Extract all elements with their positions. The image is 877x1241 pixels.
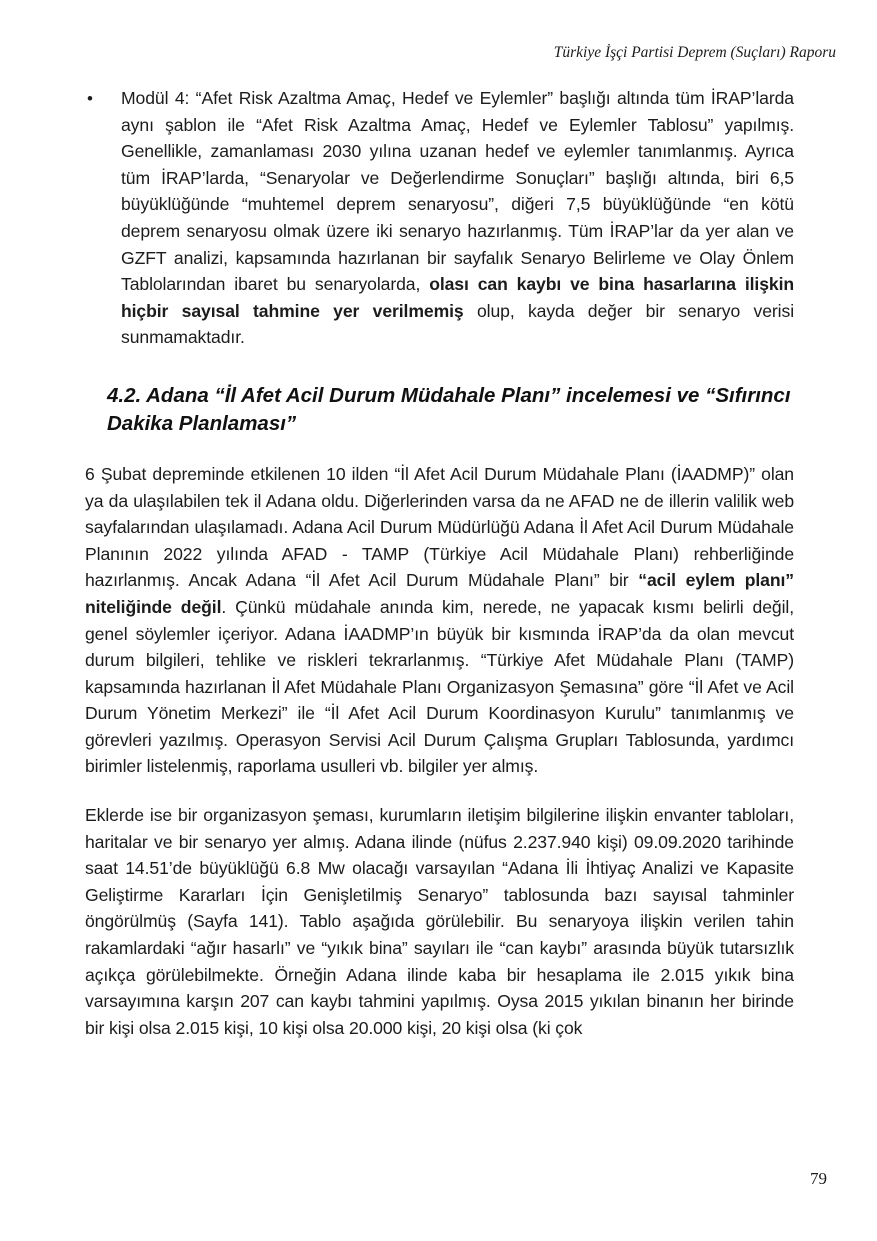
bullet-marker: • bbox=[87, 89, 93, 108]
running-header: Türkiye İşçi Partisi Deprem (Suçları) Raporu bbox=[553, 44, 836, 61]
bullet-text bbox=[121, 85, 794, 351]
text-run-bold: “acil eylem planı” niteliğinde değil bbox=[85, 570, 795, 617]
page-content bbox=[85, 85, 794, 1063]
text-run: Eklerde ise bir organizasyon şeması, kurumların iletişim bilgilerine ilişkin envanter tabloları, haritalar ve bir senaryo yer almış. Adana ilinde (nüfus 2.237.940 kişi) 09.09.2020 tarihinde saat 14.51’de büyüklüğü 6.8 Mw olacağı varsayılan “Adana İli İhtiyaç Analizi ve Kapasite Geliştirme Kararları İçin Genişletilmiş Senaryo” tablosunda bazı sayısal tahminler öngörülmüş (Sayfa 141). Tablo aşağıda görülebilir. Bu senaryoya ilişkin verilen tahin rakamlardaki “ağır hasarlı” ve “yıkık bina” sayıları ile “can kaybı” arasında büyük tutarsızlık açıkça görülebilmekte. Örneğin Adana ilinde kaba bir hesaplama ile 2.015 yıkık bina varsayımına karşın 207 can kaybı tahmini yapılmış. Oysa 2015 yıkılan binanın her birinde bir kişi olsa 2.015 kişi, 10 kişi olsa 20.000 kişi, 20 kişi olsa (ki çok bbox=[85, 805, 794, 1038]
paragraph-1 bbox=[85, 461, 794, 780]
page-number: 79 bbox=[810, 1169, 827, 1188]
text-run-bold: olası can kaybı ve bina hasarlarına ilişkin hiçbir sayısal tahmine yer verilmemiş bbox=[121, 274, 795, 321]
text-run: Modül 4: “Afet Risk Azaltma Amaç, Hedef ve Eylemler” başlığı altında tüm İRAP’larda aynı şablon ile “Afet Risk Azaltma Amaç, Hedef ve Eylemler Tablosu” yapılmış. Genellikle, zamanlaması 2030 yılına uzanan hedef ve eylemler tanımlanmış. Ayrıca tüm İRAP’larda, “Senaryolar ve Değerlendirme Sonuçları” başlığı altında, biri 6,5 büyüklüğünde “muhtemel deprem senaryosu”, diğeri 7,5 büyüklüğünde “en kötü deprem senaryosu olmak üzere iki senaryo hazırlanmış. Tüm İRAP’lar da yer alan ve GZFT analizi, kapsamında hazırlanan bir sayfalık Senaryo Belirleme ve Olay Önlem Tablolarından ibaret bu senaryolarda, bbox=[121, 88, 794, 295]
paragraph-2 bbox=[85, 802, 794, 1041]
section-heading: 4.2. Adana “İl Afet Acil Durum Müdahale Planı” incelemesi ve “Sıfırıncı Dakika Planlaması” bbox=[107, 383, 791, 435]
text-run: . Çünkü müdahale anında kim, nerede, ne yapacak kısmı belirli değil, genel söylemler içeriyor. Adana İAADMP’ın büyük bir kısmında İRAP’da da olan mevcut durum bilgileri, tehlike ve riskleri tekrarlanmış. “Türkiye Afet Müdahale Planı (TAMP) kapsamında hazırlanan İl Afet Müdahale Planı Organizasyon Şemasına” göre “İl Afet ve Acil Durum Yönetim Merkezi” ile “İl Afet Acil Durum Koordinasyon Kurulu” tanımlanmış ve görevleri yazılmış. Operasyon Servisi Acil Durum Çalışma Grupları Tablosunda, yardımcı birimler listelenmiş, raporlama usulleri vb. bilgiler yer almış. bbox=[85, 596, 794, 777]
text-run: 6 Şubat depreminde etkilenen 10 ilden “İl Afet Acil Durum Müdahale Planı (İAADMP)” olan ya da ulaşılabilen tek il Adana oldu. Diğerlerinden varsa da ne AFAD ne de illerin valilik web sayfalarından ulaşılamadı. Adana Acil Durum Müdürlüğü Adana İl Afet Acil Durum Müdahale Planının 2022 yılında AFAD - TAMP (Türkiye Acil Müdahale Planı) rehberliğinde hazırlanmış. Ancak Adana “İl Afet Acil Durum Müdahale Planı” bir bbox=[85, 463, 794, 591]
bullet-item bbox=[85, 85, 794, 351]
text-run: olup, kayda değer bir senaryo verisi sunmamaktadır. bbox=[121, 300, 794, 348]
